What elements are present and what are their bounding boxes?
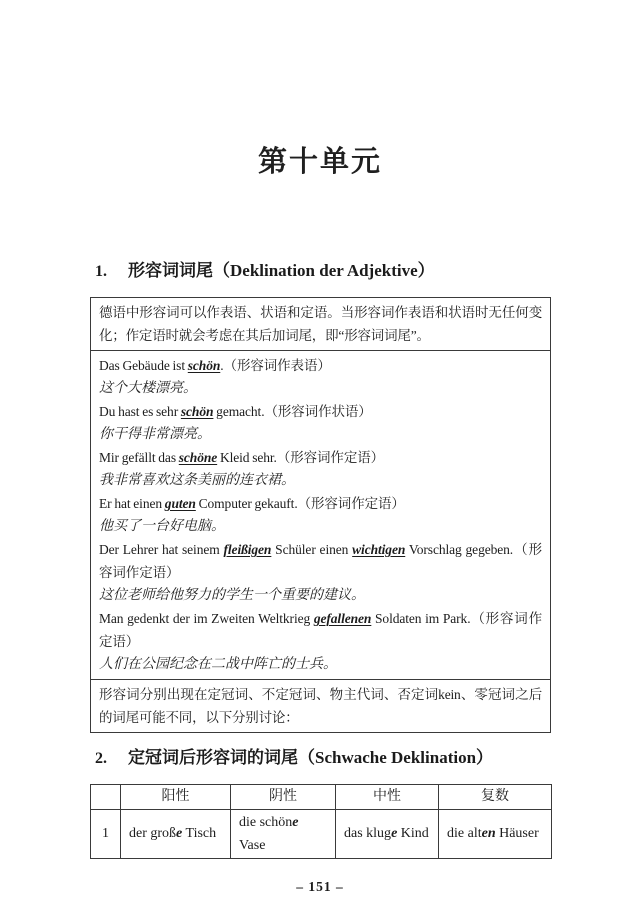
example-chinese-translation: 这位老师给他努力的学生一个重要的建议。 [99,587,365,603]
text-segment: Soldaten im Park.（形容词作定语） [99,610,542,649]
note-cell: 形容词分别出现在定冠词、不定冠词、物主代词、否定词kein、零冠词之后的词尾可能不同，以下分别讨论： [91,679,551,732]
text-segment: Er hat einen [99,495,165,511]
text-segment: die schön [239,814,293,830]
example-german-sentence [99,446,542,469]
table-row [91,809,552,858]
declension-cell [231,809,336,858]
text-segment: gemacht.（形容词作状语） [213,403,372,419]
declension-cell [439,809,552,858]
table-row [91,350,551,679]
example-german-sentence [99,492,542,515]
example-chinese-translation: 你干得非常漂亮。 [99,426,211,442]
emphasized-adjective-ending: gefallenen [313,610,372,626]
text-segment: Kleid sehr.（形容词作定语） [217,449,385,465]
intro-cell: 德语中形容词可以作表语、状语和定语。当形容词作表语和状语时无任何变化；作定语时就会考虑在其后加词尾，即“形容词词尾”。 [91,297,551,350]
text-segment: Vase [239,837,266,853]
adjective-usage-table [90,297,551,733]
table-row [91,679,551,732]
section1-number: 1. [95,262,107,280]
text-segment: der groß [129,826,177,842]
header-feminine: 阴性 [231,784,336,809]
emphasized-adjective-ending: guten [164,495,196,511]
emphasized-adjective-ending: e [176,826,183,842]
emphasized-adjective-ending: schön [180,403,214,419]
section2-heading [95,746,640,770]
text-segment: die alt [447,826,482,842]
text-segment: Computer gekauft.（形容词作定语） [195,495,405,511]
text-segment: Der Lehrer hat seinem [99,541,224,557]
emphasized-adjective-ending: schön [187,357,221,373]
text-segment: Man gedenkt der im Zweiten Weltkrieg [99,610,314,626]
emphasized-adjective-ending: fleißigen [223,541,272,557]
text-segment: Mir gefällt das [99,449,179,465]
schwache-deklination-table [90,784,552,859]
section1-heading [95,259,640,283]
text-segment: Kind [397,826,429,842]
emphasized-adjective-ending: en [481,826,496,842]
example-german-sentence [99,607,542,653]
table-header-row [91,784,552,809]
row-number: 1 [91,809,121,858]
section1-title: 形容词词尾（Deklination der Adjektive） [128,260,435,280]
text-segment: Tisch [182,826,217,842]
text-segment: Du hast es sehr [99,403,181,419]
section2-number: 2. [95,749,107,767]
header-index [91,784,121,809]
example-chinese-translation: 他买了一台好电脑。 [99,518,225,534]
unit-title: 第十单元 [257,144,382,178]
text-segment: Schüler einen [271,541,353,557]
examples-cell [91,350,551,679]
example-german-sentence [99,538,542,584]
text-segment: .（形容词作表语） [220,357,331,373]
header-neuter: 中性 [336,784,439,809]
emphasized-adjective-ending: e [292,814,299,830]
table-row [91,297,551,350]
header-masculine: 阳性 [121,784,231,809]
declension-cell [336,809,439,858]
section2-title: 定冠词后形容词的词尾（Schwache Deklination） [128,747,494,767]
emphasized-adjective-ending: e [391,826,398,842]
text-segment: Häuser [495,826,539,842]
example-german-sentence [99,400,542,423]
declension-cell [121,809,231,858]
emphasized-adjective-ending: schöne [178,449,218,465]
emphasized-adjective-ending: wichtigen [352,541,406,557]
example-chinese-translation: 我非常喜欢这条美丽的连衣裙。 [99,472,295,488]
text-segment: Vorschlag gegeben.（形容词作定语） [99,541,542,580]
page-number: – 151 – [296,878,344,894]
example-german-sentence [99,354,542,377]
text-segment: Das Gebäude ist [99,357,188,373]
header-plural: 复数 [439,784,552,809]
example-chinese-translation: 人们在公园纪念在二战中阵亡的士兵。 [99,656,337,672]
example-chinese-translation: 这个大楼漂亮。 [99,380,197,396]
text-segment: das klug [344,826,392,842]
